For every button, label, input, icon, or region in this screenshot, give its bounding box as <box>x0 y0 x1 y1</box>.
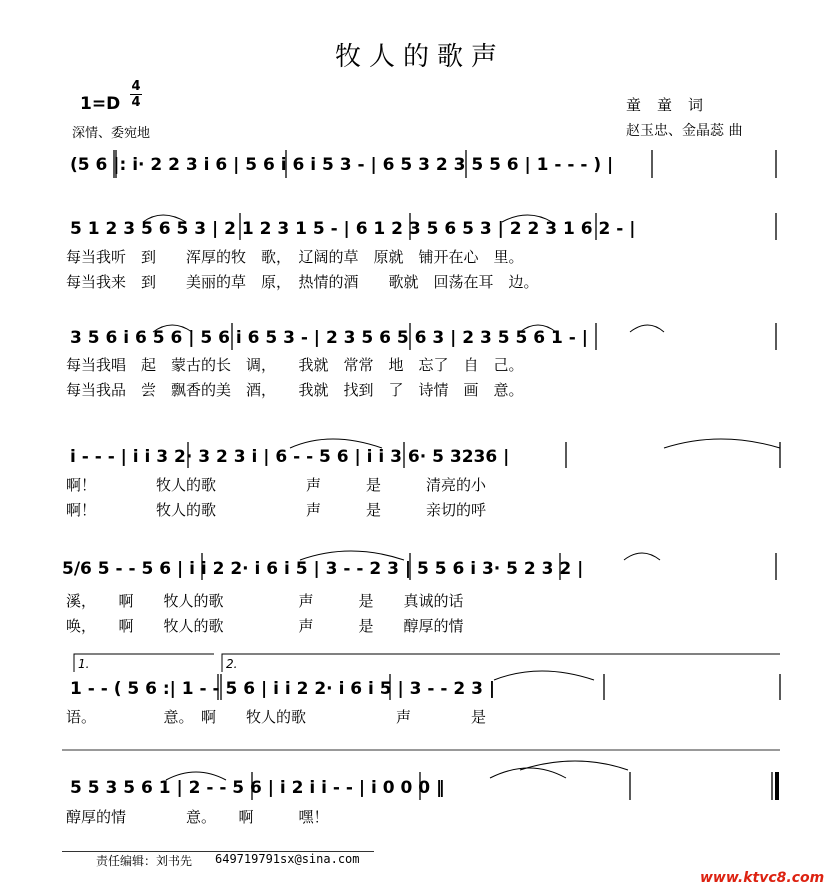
system-4-lyric-verse-2: 啊！ 牧人的歌 声 是 亲切的呼 <box>66 501 487 519</box>
volta-2-label: 2. <box>226 657 238 671</box>
system-4-lyric-verse-1: 啊！ 牧人的歌 声 是 清亮的小 <box>66 476 487 494</box>
composer-credit: 赵玉忠、金晶蕊 曲 <box>626 123 743 139</box>
system-3-slur-3 <box>630 325 664 332</box>
system-6-notes: 1 - - ( 5 6 :| 1 - - 5 6 | i i 2 2· i 6 i 5 | 3 - - 2 3 | <box>70 679 496 699</box>
editor-credit: 责任编辑：刘书先 <box>96 854 193 868</box>
system-2-notes: 5 1 2 3 5 6 5 3 | 2 1 2 3 1 5 - | 6 1 2 3 5 6 5 3 | 2 2 3 1 6 2 - | <box>70 219 636 239</box>
system-4 <box>66 439 780 519</box>
system-6 <box>62 654 780 750</box>
system-7-notes: 5 5 3 5 6 1 | 2 - - 5 6 | i 2 i i - - | i 0 0 0 ‖ <box>70 778 445 798</box>
editor-email: 649719791sx@sina.com <box>215 852 360 866</box>
system-1-notes: (5 6 |: i· 2 2 3 i 6 | 5 6 i 6 i 5 3 - | 6 5 3 2 3 5 5 6 | 1 - - - ) | <box>70 155 614 175</box>
system-7 <box>66 761 779 826</box>
system-2 <box>66 213 776 291</box>
system-3-lyric-verse-1: 每当我唱 起 蒙古的长 调， 我就 常常 地 忘了 自 己。 <box>66 356 524 374</box>
expression-mark: 深情、委宛地 <box>72 126 151 141</box>
system-7-lyric: 醇厚的情 意。 啊 嘿！ <box>66 808 329 826</box>
system-3-lyric-verse-2: 每当我品 尝 飘香的美 酒， 我就 找到 了 诗情 画 意。 <box>66 381 524 399</box>
final-barline <box>775 772 779 800</box>
system-3 <box>66 323 776 399</box>
time-signature-bottom: 4 <box>131 95 141 110</box>
volta-1-label: 1. <box>78 657 90 671</box>
system-3-notes: 3 5 6 i 6 5 6 | 5 6 i 6 5 3 - | 2 3 5 6 5 6 3 | 2 3 5 5 6 1 - | <box>70 328 588 348</box>
system-1 <box>70 150 776 178</box>
system-6-lyric: 语。 意。 啊 牧人的歌 声 是 <box>66 708 487 726</box>
system-5-slur-2 <box>624 553 660 560</box>
system-5-lyric-verse-2: 唤， 啊 牧人的歌 声 是 醇厚的情 <box>66 617 464 635</box>
time-signature-top: 4 <box>131 79 141 94</box>
system-2-lyric-verse-2: 每当我来 到 美丽的草 原， 热情的酒 歌就 回荡在耳 边。 <box>66 273 539 291</box>
site-watermark: www.ktvc8.com <box>700 870 825 886</box>
song-title: 牧人的歌声 <box>334 42 505 72</box>
key-signature: 1=D <box>80 94 121 114</box>
system-4-slur-2 <box>664 439 780 448</box>
lyricist-credit: 童童词 <box>626 96 720 114</box>
system-5-notes: 5/6 5 - - 5 6 | i i 2 2· i 6 i 5 | 3 - - 2 3 | 5 5 6 i 3· 5 2 3 2 | <box>62 559 584 579</box>
system-5-lyric-verse-1: 溪， 啊 牧人的歌 声 是 真诚的话 <box>66 592 464 610</box>
system-4-notes: i - - - | i i 3 2· 3 2 3 i | 6 - - 5 6 | i i 3 6· 5 3236 | <box>70 447 510 467</box>
system-2-lyric-verse-1: 每当我听 到 浑厚的牧 歌， 辽阔的草 原就 铺开在心 里。 <box>66 248 524 266</box>
system-7-slur-2 <box>490 768 566 778</box>
system-5 <box>62 551 776 635</box>
system-6-slur-1 <box>494 671 594 680</box>
volta-brackets <box>74 654 780 672</box>
